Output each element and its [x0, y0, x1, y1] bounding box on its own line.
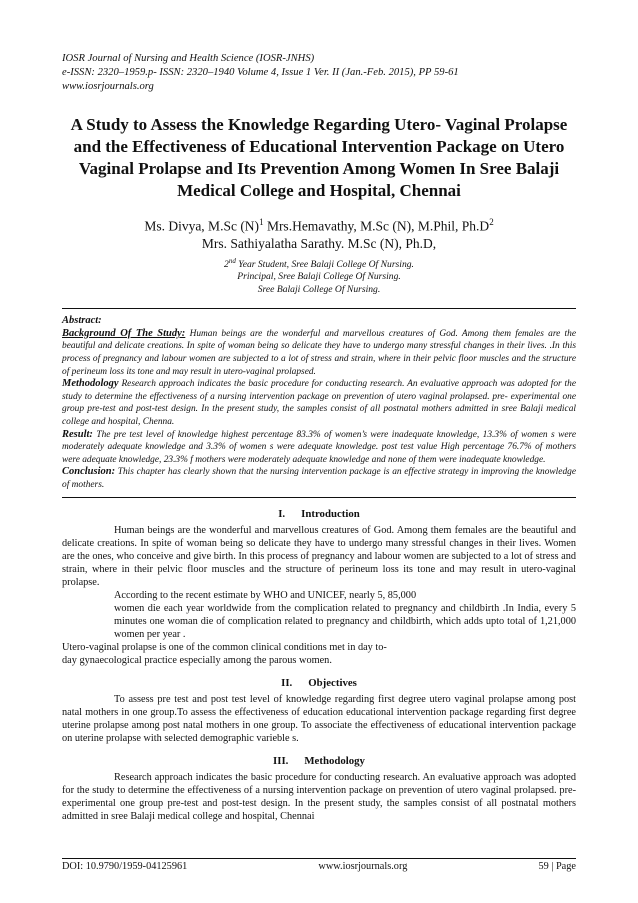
abstract-conclusion-label: Conclusion:: [62, 466, 116, 478]
section-heading-objectives: [62, 677, 576, 689]
abstract-methodology-text: Research approach indicates the basic procedure for conducting research. An evaluative approach was adopted for the study to determine the effectiveness of a nursing intervention package on prevention of utero vaginal prolapsed. pre- experimental one group pre-test and post-test design. In the present study, the samples consist of all postnatal mothers admitted in sree Balaji medical college and hospital, Chenna.: [62, 379, 576, 427]
paper-title: A Study to Assess the Knowledge Regarding Utero- Vaginal Prolapse and the Effectiveness of Educational Intervention Package on Utero Vaginal Prolapse and Its Prevention Among Women In Sree Balaji Medical College and Hospital, Chennai: [70, 115, 568, 200]
affiliations: [62, 255, 576, 297]
author-list: [62, 214, 576, 252]
journal-website: www.iosrjournals.org: [62, 81, 154, 92]
footer-page-number: 59 | Page: [538, 861, 576, 872]
abstract-heading: Abstract:: [62, 315, 102, 327]
author-2-marker: 2: [489, 217, 494, 227]
paragraph: Human beings are the wonderful and marvellous creatures of God. Among them females are the beautiful and delicate creations. In spite of woman being so delicate they have to undergo many stressful changes in their lives. Women are the ones, who conceive and give birth. In this process of pregnancy and labour women are subjected to a lot of stress and strain, where in their pelvic floor muscles and the structure of perineum loss its tone and may result in utero-vaginal prolapse.: [62, 524, 576, 588]
paragraph: day gynaecological practice especially among the parous women.: [62, 654, 332, 666]
author-1: Ms. Divya, M.Sc (N): [144, 218, 260, 234]
author-line-1: [62, 214, 576, 235]
abstract-conclusion: [62, 466, 576, 491]
paragraph: Research approach indicates the basic procedure for conducting research. An evaluative approach was adopted for the study to determine the effectiveness of a nursing intervention package on prevention of utero vaginal prolapsed. pre- experimental one group pre-test and post-test design. In the present study, the samples consist of all postnatal mothers admitted in sree Balaji medical college and hospital, Chennai: [62, 771, 576, 822]
footer-doi: DOI: 10.9790/1959-04125961: [62, 861, 188, 872]
abstract-background-label: Background Of The Study:: [62, 327, 186, 339]
affiliation-1-text: Year Student, Sree Balaji College Of Nursing.: [235, 258, 414, 270]
section-heading-methodology: [62, 755, 576, 767]
abstract-result-text: The pre test level of knowledge highest percentage 83.3% of women’s were inadequate knowledge, 13.3% of women s were moderately adequate knowledge and 3.3% of women s were adequate knowledge. post test value High percentage 76.7% of mothers were adequate knowledge, 23.3% f mothers were moderately adequate knowledge and none of them were inadequate knowledge.: [62, 429, 576, 465]
introduction-body: [62, 524, 576, 667]
affiliation-1: [62, 255, 576, 272]
section-number: I.: [278, 507, 286, 520]
journal-issn: e-ISSN: 2320–1959.p- ISSN: 2320–1940 Volume 4, Issue 1 Ver. II (Jan.-Feb. 2015), PP 59-61: [62, 67, 459, 78]
author-3: Mrs. Sathiyalatha Sarathy. M.Sc (N), Ph.D,: [201, 235, 437, 251]
section-number: III.: [273, 754, 289, 767]
abstract-methodology-label: Methodology: [62, 378, 119, 390]
objectives-body: [62, 693, 576, 745]
author-2: Mrs.Hemavathy, M.Sc (N), M.Phil, Ph.D: [263, 218, 490, 234]
author-1-marker: 1: [259, 217, 264, 227]
paragraph: Utero-vaginal prolapse is one of the common clinical conditions met in day to-: [62, 641, 387, 653]
affiliation-1-ordinal: nd: [228, 256, 236, 265]
section-title: Objectives: [308, 676, 357, 689]
paragraph-text: women die each year worldwide from the complication related to pregnancy and childbirth .In India, every 5 minutes one woman die of complication related to pregnancy and childbirth, which adds upto total of 1,21,000 women per year .: [114, 602, 576, 640]
affiliation-1-number: 2: [224, 258, 229, 270]
abstract: [62, 309, 576, 496]
section-number: II.: [281, 676, 293, 689]
affiliation-2: Principal, Sree Balaji College Of Nursing.: [237, 271, 401, 283]
footer-website: www.iosrjournals.org: [318, 861, 408, 872]
abstract-bottom-rule: [62, 497, 576, 498]
section-title: Methodology: [304, 754, 365, 767]
section-title: Introduction: [301, 507, 360, 520]
journal-header: [62, 0, 576, 94]
footer-rule: [62, 858, 576, 859]
methodology-body: [62, 771, 576, 823]
abstract-conclusion-text: This chapter has clearly shown that the nursing intervention package is an effective strategy in improving the knowledge of mothers.: [62, 467, 576, 490]
affiliation-3: Sree Balaji College Of Nursing.: [257, 283, 381, 295]
abstract-background-text: Human beings are the wonderful and marvellous creatures of God. Among them females are the beautiful and delicate creations. In spite of woman being so delicate they have to undergo many stressful changes in their lives. .In this process of pregnancy and labour women are subjected to a lot of stress and strain, where in their pelvic floor muscles and the structure of perineum loss its tone and may result in utero-vaginal prolapsed.: [62, 328, 576, 377]
paragraph: According to the recent estimate by WHO and UNICEF, nearly 5, 85,000: [114, 589, 417, 601]
journal-name: IOSR Journal of Nursing and Health Science (IOSR-JNHS): [62, 53, 315, 64]
paragraph: To assess pre test and post test level of knowledge regarding first degree utero vaginal prolapse among post natal mothers in one group.To assess the effectiveness of education educational intervention package regarding first degree uterine prolapse among post natal mothers in one group. To associate the effectiveness of educational intervention package on uterine prolapse with selected demographic varieble s.: [62, 693, 576, 744]
section-heading-introduction: [62, 508, 576, 520]
page-footer: [62, 861, 576, 872]
abstract-result-label: Result:: [62, 428, 93, 440]
paragraph: [62, 602, 576, 641]
abstract-result: [62, 429, 576, 467]
abstract-methodology: [62, 378, 576, 428]
abstract-background: [62, 328, 576, 378]
